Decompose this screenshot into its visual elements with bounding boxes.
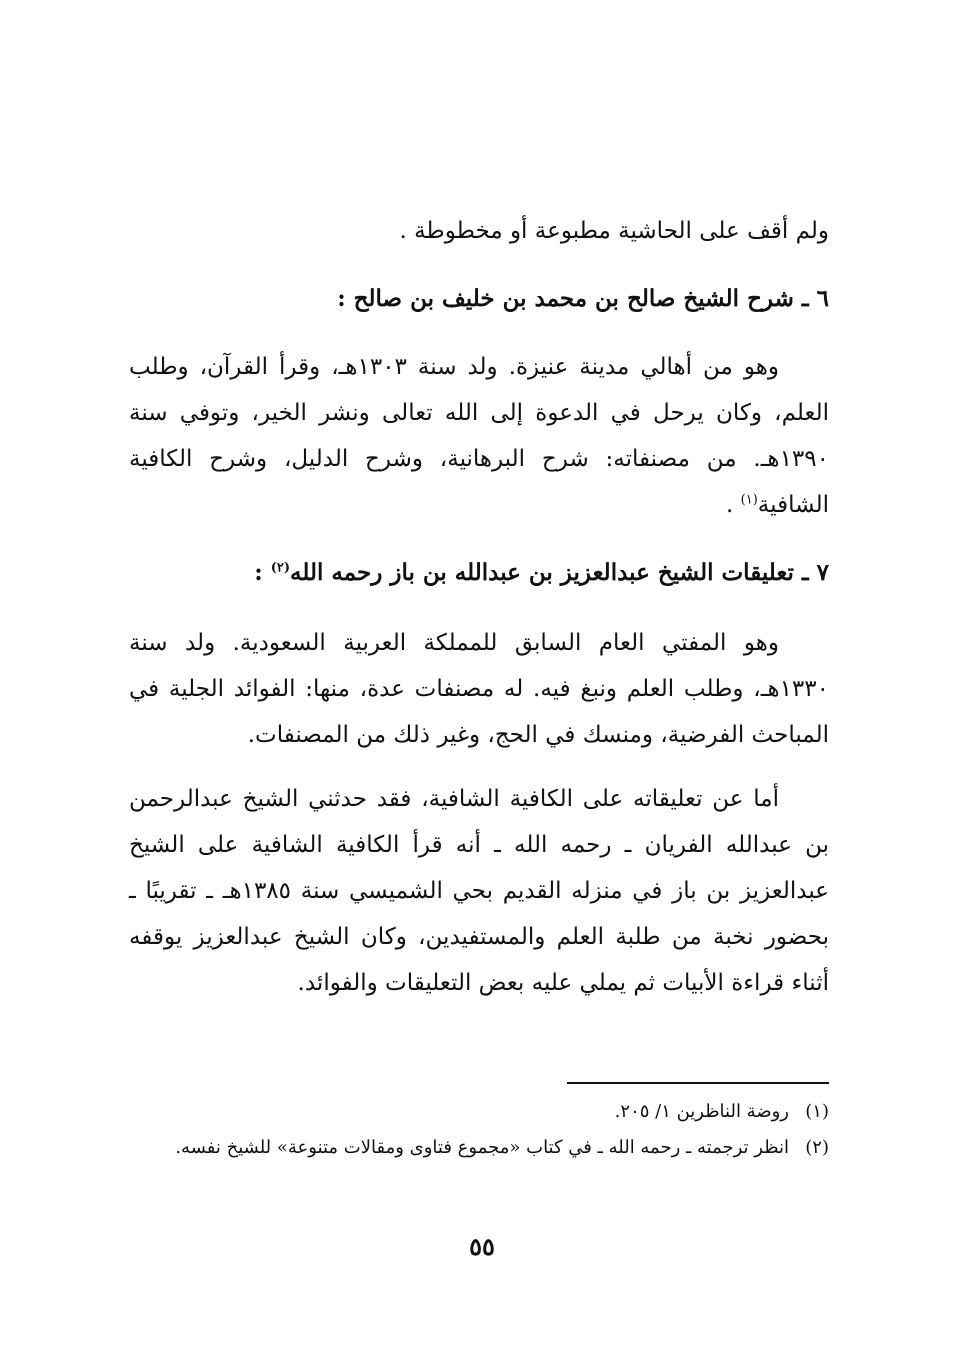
- section-6-paragraph-end: .: [726, 492, 741, 518]
- intro-line: [129, 208, 829, 254]
- footnote-1-number: (١): [805, 1101, 829, 1122]
- footnote-2-number: (٢): [805, 1137, 829, 1158]
- section-6-paragraph-text: وهو من أهالي مدينة عنيزة. ولد سنة ١٣٠٣هـ، وقرأ القرآن، وطلب العلم، وكان يرحل في الدعوة إلى الله تعالى ونشر الخير، وتوفي سنة ١٣٩٠هـ. من مصنفاته: شرح البرهانية، وشرح الدليل، وشرح الكافية الشافية: [129, 354, 829, 518]
- section-6-heading-text: ٦ ـ شرح الشيخ صالح بن محمد بن خليف بن صالح :: [337, 285, 829, 312]
- footnote-marker-1: (١): [740, 492, 758, 508]
- footnote-2: [129, 1130, 829, 1166]
- section-7-heading-text: ٧ ـ تعليقات الشيخ عبدالعزيز بن عبدالله بن باز رحمه الله: [290, 559, 829, 586]
- section-6-heading: [129, 276, 829, 322]
- section-7-paragraph-1-text: وهو المفتي العام السابق للمملكة العربية السعودية. ولد سنة ١٣٣٠هـ، وطلب العلم ونبغ فيه. له مصنفات عدة، منها: الفوائد الجلية في المباحث الفرضية، ومنسك في الحج، وغير ذلك من المصنفات.: [129, 630, 829, 748]
- section-7-heading: [129, 550, 829, 596]
- page-number: ٥٥: [469, 1232, 495, 1261]
- section-7-paragraph-2: [129, 776, 829, 1006]
- section-7-heading-end: :: [254, 559, 271, 586]
- footnote-2-text: انظر ترجمته ـ رحمه الله ـ في كتاب «مجموع فتاوى ومقالات متنوعة» للشيخ نفسه.: [175, 1137, 789, 1158]
- section-7-paragraph-1: [129, 620, 829, 758]
- footnote-1-text: روضة الناظرين ١/ ٢٠٥.: [614, 1101, 789, 1122]
- footnote-separator: [567, 1082, 829, 1084]
- footnote-1: [129, 1094, 829, 1130]
- section-7-paragraph-2-text: أما عن تعليقاته على الكافية الشافية، فقد حدثني الشيخ عبدالرحمن بن عبدالله الفريان ـ رحمه الله ـ أنه قرأ الكافية الشافية على الشيخ عبدالعزيز بن باز في منزله القديم بحي الشميسي سنة ١٣٨٥هـ ـ تقريبًا ـ بحضور نخبة من طلبة العلم والمستفيدين، وكان الشيخ عبدالعزيز يوقفه أثناء قراءة الأبيات ثم يملي عليه بعض التعليقات والفوائد.: [129, 786, 830, 996]
- footnotes: [129, 1094, 829, 1166]
- footnote-marker-2: (٢): [270, 560, 291, 576]
- section-6-paragraph: [129, 344, 829, 528]
- intro-line-text: ولم أقف على الحاشية مطبوعة أو مخطوطة .: [399, 218, 829, 244]
